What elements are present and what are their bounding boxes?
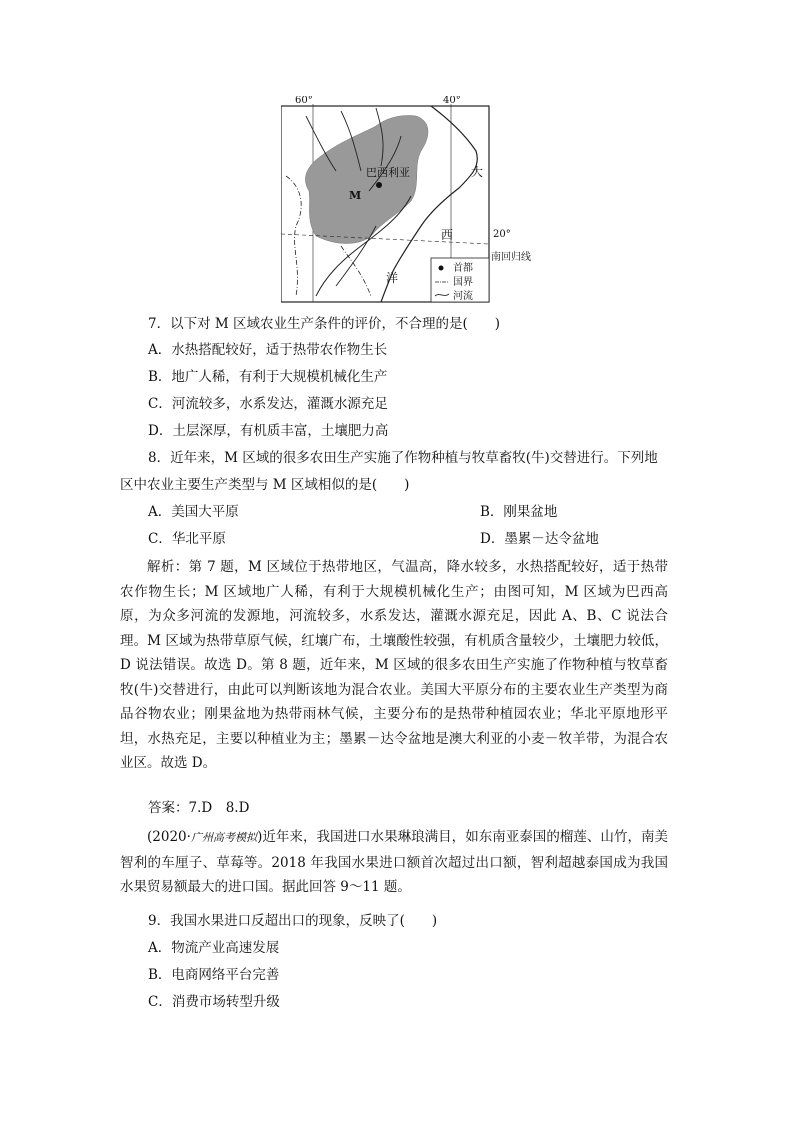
map-svg [281, 96, 535, 306]
lon-west-label: 60° [295, 96, 313, 106]
analysis-paragraph: 解析：第 7 题，M 区域位于热带地区，气温高，降水较多，水热搭配较好，适于热带农作物生长；M 区域地广人稀，有利于大规模机械化生产；由图可知，M 区域为巴西高原，为众多河流的发源地，河流较多，水系发达，灌溉水源充足，因此 A、B、C 说法合理。M 区域为热带草原气候，红壤广布，土壤酸性较强，有机质含量较少，土壤肥力较低，D 说法错误。故选 D。第 8 题，近年来，M 区域的很多农田生产实施了作物种植与牧草畜牧(牛)交替进行，由此可以判断该地为混合农业。美国大平原分布的主要农业生产类型为商品谷物农业；刚果盆地为热带雨林气候，主要分布的是热带种植园农业；华北平原地形平坦，水热充足，主要以种植业为主；墨累－达令盆地是澳大利亚的小麦－牧羊带，为混合农业区。故选 D。 [120, 559, 668, 771]
q8-option-a: A．美国大平原 [148, 504, 239, 520]
brazil-map-figure [281, 96, 535, 306]
region-m-label: M [349, 189, 362, 202]
q8-stem-line1: 8．近年来，M 区域的很多农田生产实施了作物种植与牧草畜牧(牛)交替进行。下列地 [148, 450, 658, 466]
answer-line: 答案：7.D 8.D [148, 800, 250, 816]
legend-capital-label: 首都 [453, 263, 473, 274]
q8-option-c: C．华北平原 [148, 531, 226, 547]
intro-source-open: (2020· [147, 829, 191, 845]
q7-option-b: B．地广人稀，有利于大规模机械化生产 [148, 369, 388, 385]
intro-source-close: ) [257, 829, 263, 845]
q7-option-d: D．土层深厚，有机质丰富，土壤肥力高 [148, 423, 389, 439]
q9-option-b: B．电商网络平台完善 [148, 967, 280, 983]
lat-label: 20° [493, 229, 511, 240]
q8-option-b: B．刚果盆地 [480, 504, 558, 520]
q7-option-a: A．水热搭配较好，适于热带农作物生长 [148, 342, 388, 358]
intro-paragraph [120, 825, 668, 900]
q8-option-d: D．墨累－达令盆地 [480, 531, 599, 547]
intro-source-name: 广州高考模拟 [190, 831, 258, 844]
capital-label: 巴西利亚 [366, 166, 410, 179]
ocean-char-3: 洋 [386, 271, 399, 285]
capital-dot [376, 182, 382, 188]
intro-text: 近年来，我国进口水果琳琅满目，如东南亚泰国的榴莲、山竹，南美智利的车厘子、草莓等。2018 年我国水果进口额首次超过出口额，智利超越泰国成为我国水果贸易额最大的进口国。据此回答 9～11 题。 [120, 829, 669, 895]
ocean-char-2: 西 [441, 228, 454, 242]
q9-option-c: C．消费市场转型升级 [148, 994, 280, 1010]
tropic-label: 南回归线 [491, 252, 531, 263]
q7-option-c: C．河流较多，水系发达，灌溉水源充足 [148, 396, 388, 412]
q8-stem-line2: 区中农业主要生产类型与 M 区域相似的是( ) [120, 477, 410, 493]
q9-option-a: A．物流产业高速发展 [148, 940, 280, 956]
ocean-char-1: 大 [471, 165, 484, 179]
legend-capital-icon [439, 266, 444, 271]
legend-river-label: 河流 [453, 291, 473, 302]
q9-stem: 9．我国水果进口反超出口的现象，反映了( ) [148, 913, 438, 929]
legend-border-label: 国界 [453, 277, 473, 288]
lon-east-label: 40° [443, 96, 461, 106]
q7-stem: 7．以下对 M 区域农业生产条件的评价，不合理的是( ) [148, 316, 501, 332]
